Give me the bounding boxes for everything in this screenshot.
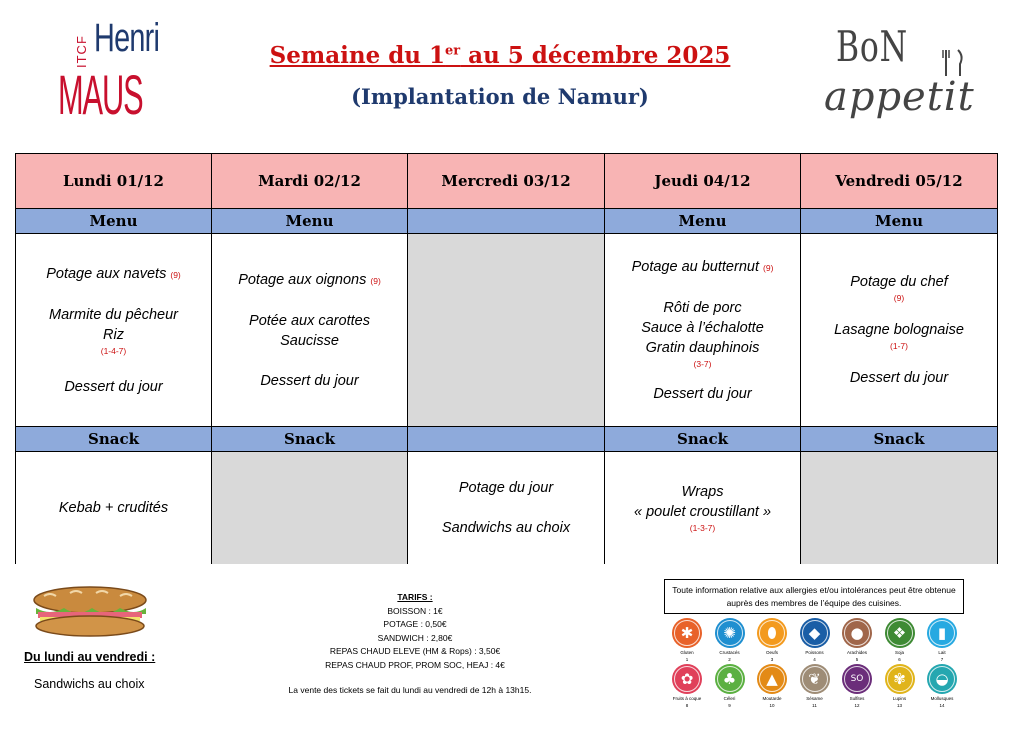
allergen-code: (9) — [893, 293, 905, 303]
menu-cell-vendredi — [801, 234, 998, 427]
allergen-name: Sulfites — [849, 696, 865, 701]
snack-item: Kebab + crudités — [58, 499, 169, 516]
dish-side: Saucisse — [280, 332, 339, 349]
sesame-icon: ❦ — [800, 664, 830, 694]
allergen-number: 3 — [770, 657, 774, 662]
mustard-icon: ▲ — [757, 664, 787, 694]
dish-soup: Potage du chef — [850, 274, 948, 290]
allergen-name: Oeufs — [765, 650, 778, 655]
title-part2: au 5 décembre 2025 — [460, 42, 731, 69]
snack-cell-mardi-empty — [212, 452, 408, 564]
dish-text: Potage aux oignons — [238, 271, 367, 288]
allergen-code: (9) — [370, 275, 381, 286]
menu-cell-jeudi — [605, 234, 801, 427]
shell-icon: ◒ — [927, 664, 957, 694]
ticket-sales-note: La vente des tickets se fait du lundi au vendredi de 12h à 13h15. — [288, 685, 532, 695]
dish-side: Gratin dauphinois — [645, 339, 760, 356]
allergen-code: (1-4-7) — [100, 345, 127, 356]
title-superscript: er — [445, 43, 461, 59]
snack-item-detail: « poulet croustillant » — [633, 503, 772, 520]
price-item: REPAS CHAUD PROF, PROM SOC, HEAJ : 4€ — [325, 659, 505, 670]
snack-content-row — [16, 452, 998, 564]
allergen-code: (9) — [170, 269, 181, 280]
snack-cell-lundi — [16, 452, 212, 564]
logo-bon-text: BoN — [836, 22, 908, 71]
dish-side: Riz — [103, 326, 124, 343]
school-logo — [58, 16, 168, 126]
allergen-item — [796, 664, 834, 708]
menu-band-mercredi — [408, 209, 605, 234]
allergen-item — [711, 618, 749, 662]
allergen-number: 2 — [728, 657, 731, 662]
price-item: REPAS CHAUD ELEVE (HM & Rops) : 3,50€ — [329, 646, 501, 656]
allergen-name: Fruits à coque — [672, 696, 702, 701]
availability-label: Du lundi au vendredi : — [24, 650, 156, 664]
menu-content-row — [16, 234, 998, 427]
snack-band-jeudi: Snack — [605, 427, 801, 452]
fish-icon: ◆ — [800, 618, 830, 648]
logo-itcf-text: ITCF — [74, 35, 89, 68]
allergen-number: 8 — [685, 703, 689, 708]
snack-band-mercredi — [408, 427, 605, 452]
menu-band-lundi: Menu — [16, 209, 212, 234]
allergen-item — [923, 618, 961, 662]
allergen-number: 11 — [812, 703, 817, 708]
weekly-menu-table — [15, 153, 998, 564]
wheat-icon: ✱ — [672, 618, 702, 648]
price-item: BOISSON : 1€ — [387, 605, 443, 616]
dish-main: Rôti de porc — [663, 299, 742, 316]
snack-item: Wraps — [681, 483, 724, 500]
milk-icon: ▮ — [927, 618, 957, 648]
price-item: SANDWICH : 2,80€ — [377, 632, 453, 643]
day-header-mardi: Mardi 02/12 — [212, 154, 408, 209]
allergen-number: 6 — [898, 657, 901, 662]
egg-icon: ⬮ — [757, 618, 787, 648]
allergen-item — [881, 664, 919, 708]
allergen-number: 1 — [685, 657, 689, 662]
sulphites-icon: SO — [842, 664, 872, 694]
day-header-mercredi: Mercredi 03/12 — [408, 154, 605, 209]
menu-band-jeudi: Menu — [605, 209, 801, 234]
snack-cell-jeudi — [605, 452, 801, 564]
allergen-number: 10 — [769, 703, 775, 708]
crab-icon: ✺ — [715, 618, 745, 648]
allergen-item — [881, 618, 919, 662]
logo-henri-text: Henri — [94, 16, 160, 60]
price-list-title: TARIFS : — [397, 592, 433, 602]
day-header-jeudi: Jeudi 04/12 — [605, 154, 801, 209]
menu-band-row — [16, 209, 998, 234]
sandwich-icon — [30, 586, 150, 638]
snack-band-row — [16, 427, 998, 452]
allergy-info-box: Toute information relative aux allergies et/ou intolérances peut être obtenue auprès des membres de l’équipe des cuisines. — [664, 579, 964, 614]
allergen-name: Lupins — [892, 696, 907, 701]
dish-text: Potage au butternut — [631, 258, 759, 275]
snack-band-lundi: Snack — [16, 427, 212, 452]
allergen-number: 7 — [940, 657, 944, 662]
allergen-name: Mollusques — [930, 696, 954, 701]
allergen-item — [753, 664, 791, 708]
nut-icon: ✿ — [672, 664, 702, 694]
allergen-item — [711, 664, 749, 708]
allergen-item — [838, 618, 876, 662]
menu-band-vendredi: Menu — [801, 209, 998, 234]
menu-cell-lundi — [16, 234, 212, 427]
title-part1: Semaine du 1 — [269, 42, 446, 69]
price-item: POTAGE : 0,50€ — [383, 619, 447, 629]
dish-main: Lasagne bolognaise — [834, 322, 964, 338]
page-title — [240, 42, 760, 69]
celery-icon: ♣ — [715, 664, 745, 694]
dish-soup — [16, 264, 211, 285]
bon-appetit-logo — [822, 22, 975, 138]
dish-dessert: Dessert du jour — [64, 378, 163, 395]
dish-main: Marmite du pêcheur — [49, 306, 178, 323]
menu-cell-mercredi-empty — [408, 234, 605, 427]
dish-main: Potée aux carottes — [249, 312, 370, 329]
day-header-vendredi: Vendredi 05/12 — [801, 154, 998, 209]
day-header-row — [16, 154, 998, 209]
allergen-name: Poissons — [805, 650, 824, 655]
menu-cell-mardi — [212, 234, 408, 427]
day-header-lundi: Lundi 01/12 — [16, 154, 212, 209]
allergen-item — [923, 664, 961, 708]
dish-dessert: Dessert du jour — [653, 385, 752, 402]
allergen-number: 4 — [813, 657, 816, 662]
dish-dessert: Dessert du jour — [849, 370, 949, 386]
allergen-name: Céleri — [723, 696, 736, 701]
allergen-item — [668, 664, 706, 708]
snack-item: Potage du jour — [458, 479, 554, 496]
allergen-number: 9 — [728, 703, 731, 708]
snack-band-vendredi: Snack — [801, 427, 998, 452]
allergen-code: (3-7) — [693, 358, 712, 369]
allergen-item — [753, 618, 791, 662]
dish-soup — [605, 257, 800, 278]
dish-text: Potage aux navets — [46, 265, 167, 282]
allergen-name: Moutarde — [762, 696, 782, 701]
soy-icon: ❖ — [885, 618, 915, 648]
allergen-number: 12 — [854, 703, 860, 708]
allergen-number: 5 — [855, 657, 859, 662]
availability-value: Sandwichs au choix — [34, 677, 145, 691]
lupin-icon: ✾ — [885, 664, 915, 694]
allergen-item — [796, 618, 834, 662]
snack-cell-mercredi — [408, 452, 605, 564]
peanut-icon: ● — [842, 618, 872, 648]
allergen-code: (9) — [763, 262, 774, 273]
allergen-name: Gluten — [680, 650, 694, 655]
allergen-number: 13 — [896, 703, 902, 708]
dish-soup — [212, 270, 407, 291]
allergen-name: Soja — [894, 650, 904, 655]
logo-maus-text: MAUS — [58, 63, 143, 126]
allergen-name: Crustacés — [719, 650, 740, 655]
allergen-name: Sésame — [806, 696, 823, 701]
allergen-name: Arachides — [846, 650, 867, 655]
page-subtitle: (Implantation de Namur) — [351, 84, 649, 109]
allergen-item — [838, 664, 876, 708]
snack-cell-vendredi-empty — [801, 452, 998, 564]
dish-sauce: Sauce à l’échalotte — [641, 319, 764, 336]
dish-dessert: Dessert du jour — [260, 372, 359, 389]
allergen-item — [668, 618, 706, 662]
snack-band-mardi: Snack — [212, 427, 408, 452]
menu-band-mardi: Menu — [212, 209, 408, 234]
allergen-name: Lait — [938, 650, 946, 655]
price-list — [290, 591, 540, 672]
allergen-number: 14 — [939, 703, 945, 708]
allergen-code: (1-7) — [890, 341, 908, 351]
logo-appetit-text: appetit — [824, 74, 975, 120]
snack-item: Sandwichs au choix — [441, 519, 571, 536]
allergen-code: (1-3-7) — [689, 522, 716, 533]
